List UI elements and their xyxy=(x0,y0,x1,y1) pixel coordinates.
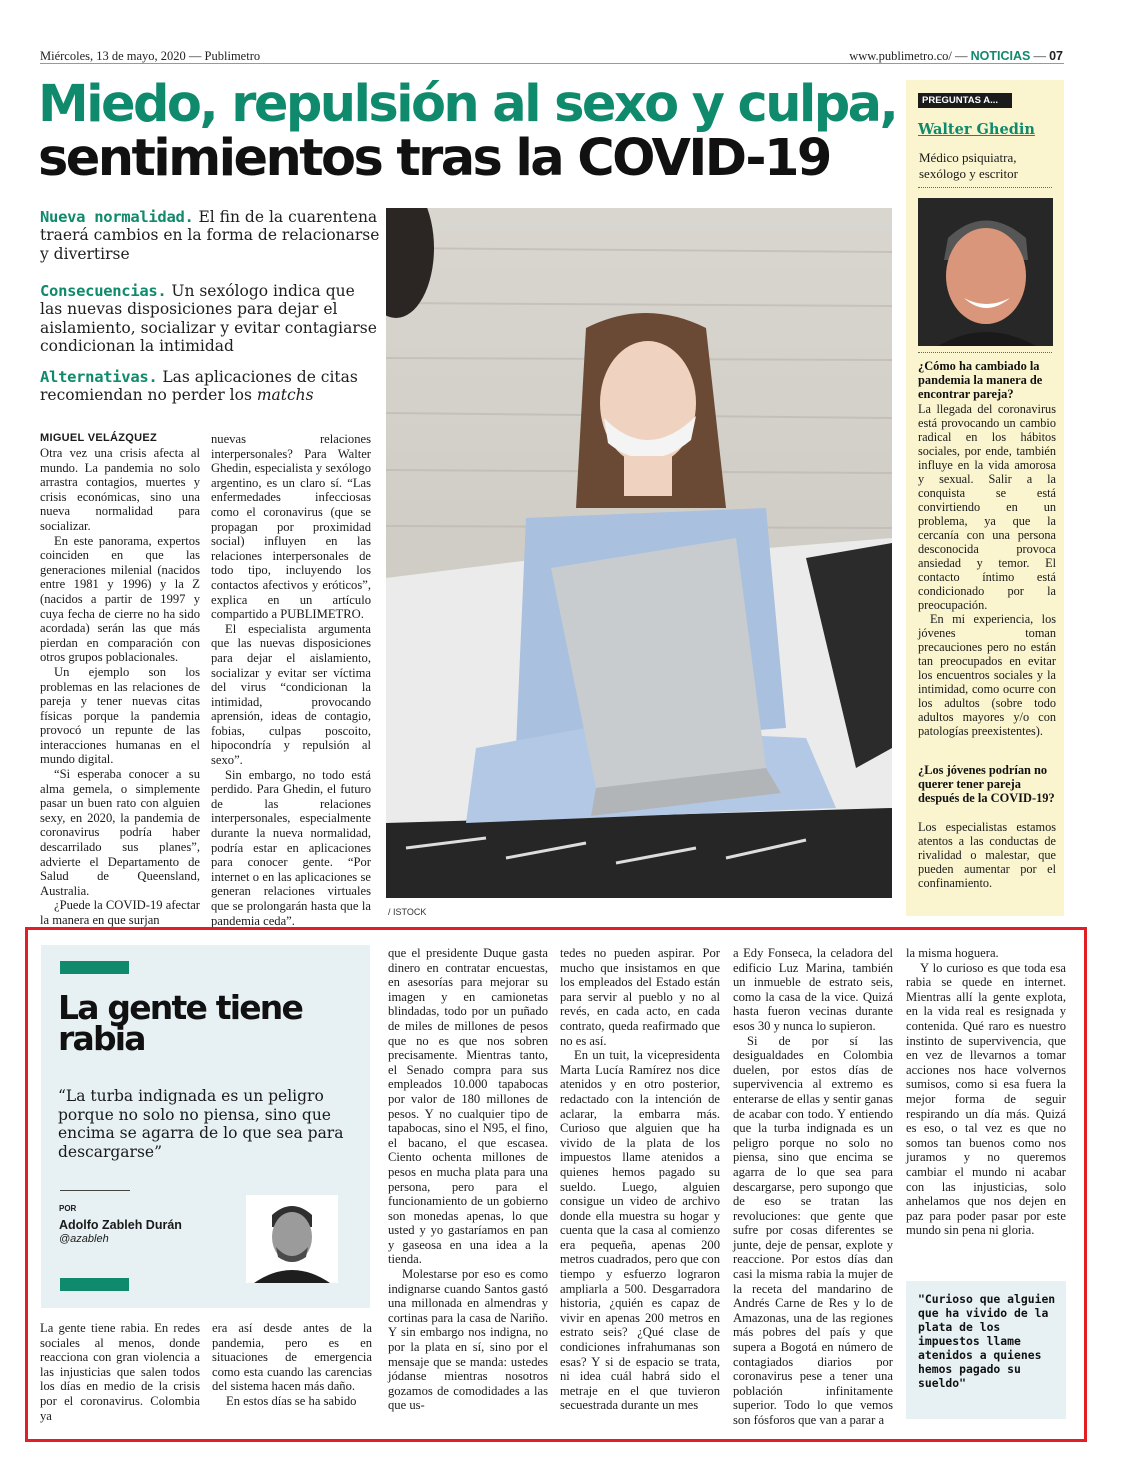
byline: MIGUEL VELÁZQUEZ xyxy=(40,432,158,444)
sidebar-tag: PREGUNTAS A... xyxy=(918,93,1012,108)
header-rule xyxy=(40,63,1064,64)
author-portrait-illustration xyxy=(246,1195,338,1283)
lead-text: El fin de la cuarentena traerá cambios en la forma de relacionarse y divertirse xyxy=(40,208,380,263)
article-column-1 xyxy=(40,446,200,928)
paragraph: En un tuit, la vicepresidenta Marta Lucía Ramírez nos dice atenidos y en otro posterior, redactado con la intención de aclarar, la embarra más. Curioso que alguien que ha vivido de la plata de los impuestos llame atenidos a quienes hemos pagado su sueldo. Luego, alguien consigue un video de archivo donde ella muestra su hogar y cuenta que la casa al comienzo era pequeña, apenas 200 metros cuadrados, pero que con tiempo y esfuerzo lograron ampliarla a 500. Desgarradora historia, ¿quién es capaz de vivir en apenas 200 metros en estrato seis? ¿Qué clase de condiciones infrahumanas son esas? Y si de espacio se trata, ni idea cuál habrá sido el metraje en el que tuvieron secuestrada durante un mes xyxy=(560,1048,720,1413)
question-1: ¿Cómo ha cambiado la pandemia la manera de encontrar pareja? xyxy=(918,359,1043,401)
lead-2 xyxy=(40,282,380,355)
dotted-divider xyxy=(918,187,1052,188)
paragraph: En este panorama, expertos coinciden en que las generaciones milenial (nacidos entre 1981 y 1996) y la Z (nacidos a partir de 1997 y cuya fecha de cierre no ha sido acordada) serán las que más pierdan en comparación con otros grupos poblacionales. xyxy=(40,533,200,665)
opinion-column-4 xyxy=(560,946,720,1413)
paragraph: Si de por sí las desigualdades en Colombia duelen, por estos días de supervivencia al extremo es enterarse de ellas y sentir ganas de acabar con todo. Y entiendo que la turba indignada es un peligro porque no solo no piensa, sino que encima se agarra de lo que sea para descargarse, pero supongo que de eso se tratan las revoluciones: que gente que sufre por cosas diferentes se junte, deje de pensar, explote y reaccione. Por estos días dan casi la misma rabia la mujer de la receta del mandarino de Andrés Carne de Res y lo de Amazonas, una de las regiones más pobres del país y que supera a Bogotá en número de contagiados diarios por coronavirus pese a tener una población infinitamente superior. Todo lo que vemos son fósforos que van a parar a xyxy=(733,1033,893,1427)
woman-laptop-illustration xyxy=(386,208,892,898)
portrait-illustration xyxy=(918,198,1053,346)
pull-quote: "Curioso que alguien que ha vivido de la plata de los impuestos llame atenidos a quienes hemos pagado su sueldo" xyxy=(918,1292,1056,1390)
interviewee-portrait xyxy=(918,198,1053,346)
paragraph: Otra vez una crisis afecta al mundo. La pandemia no solo arrastra contagios, muertes y crisis económicas, sino una nueva normalidad para socializar. xyxy=(40,446,200,533)
interviewee-name[interactable]: Walter Ghedin xyxy=(918,121,1035,138)
lead-3 xyxy=(40,368,380,405)
lead-keyword: Nueva normalidad. xyxy=(40,208,194,226)
lead-keyword: Consecuencias. xyxy=(40,282,167,300)
headline-line-1: Miedo, repulsión al sexo y culpa, xyxy=(38,75,897,134)
section-header xyxy=(849,49,1063,64)
lead-1 xyxy=(40,208,380,263)
author-name: Adolfo Zableh Durán xyxy=(59,1218,182,1232)
author-label: POR xyxy=(59,1204,77,1213)
lead-italic: matchs xyxy=(256,386,314,405)
answer-2: Los especialistas estamos atentos a las conductas de rivalidad o malestar, que pueden aumentar por el confinamiento. xyxy=(918,820,1056,890)
paragraph: Y lo curioso es que toda esa rabia se quede en internet. Mientras allí la gente explota, en la vida real es resignada y contenida. Qué raro es nuestro instinto de supervivencia, que en vez de llevarnos a tomar acciones nos hace volvernos sumisos, como si esa fuera la mejor forma de seguir respirando un día más. Quizá es eso, o tal vez es que no somos tan buenos como nos juramos y no queremos cambiar el mundo ni acabar con las injusticias, solo anhelamos que nos dejen en paz para poder pasar por este mundo sin pena ni gloria. xyxy=(906,960,1066,1238)
paragraph: tedes no pueden aspirar. Por mucho que insistamos en que los empleados del Estado están para servir al pueblo y no al revés, en cada acto, en cada contrato, queda reafirmado que no es así. xyxy=(560,946,720,1048)
paragraph: la misma hoguera. xyxy=(906,946,999,960)
edition-date: Miércoles, 13 de mayo, 2020 — Publimetro xyxy=(40,49,261,63)
opinion-column-6 xyxy=(906,946,1066,1238)
paragraph: La gente tiene rabia. En redes sociales al menos, donde reacciona con gran violencia a las injusticias que salen todos los días en medio de la crisis por el coronavirus. Colombia ya xyxy=(40,1321,200,1423)
opinion-column-a xyxy=(40,1321,200,1423)
header-dash: — xyxy=(1033,49,1046,63)
section-name: NOTICIAS xyxy=(970,49,1031,63)
accent-bar xyxy=(60,961,129,974)
answer-1 xyxy=(918,402,1056,738)
paragraph: era así desde antes de la pandemia, pero es en situaciones de emergencia como esta cuando las carencias del sistema hacen más daño. xyxy=(212,1321,372,1394)
dotted-divider xyxy=(918,352,1052,353)
paragraph: ¿Puede la COVID-19 afectar la manera en que surjan xyxy=(40,898,200,927)
paragraph: Sin embargo, no todo está perdido. Para Ghedin, el futuro de las relaciones interpersonales, especialmente durante la nueva normalidad, podría estar en aplicaciones para conocer gente. “Por internet o en las aplicaciones se generan relaciones virtuales que se prolongarán hasta que la pandemia ceda”. xyxy=(211,767,371,928)
avatar xyxy=(246,1195,338,1283)
paragraph: En mi experiencia, los jóvenes toman precauciones pero no están tan preocupados en evitar los encuentros sociales y la intimidad, como ocurre con los adultos (sobre todo adultos mayores y/o con patologías preexistentes). xyxy=(918,612,1056,738)
lead-text: Las aplicaciones de citas recomiendan no perder los xyxy=(40,368,358,405)
opinion-column-3 xyxy=(388,946,548,1413)
paragraph: El especialista argumenta que las nuevas disposiciones para dejar el aislamiento, socializar y evitar ser víctima del virus “condicionan la intimidad, provocando aprensión, ideas de contagio, fobias, culpas poscoito, hipocondría y repulsión al sexo”. xyxy=(211,621,371,768)
opinion-title: La gente tiene rabia xyxy=(58,988,303,1058)
paragraph: nuevas relaciones interpersonales? Para Walter Ghedin, especialista y sexólogo argentino, es un claro sí. “Las enfermedades infecciosas como el coronavirus (que se propagan por proximidad social) influyen en las relaciones interpersonales de todo tipo, incluyendo los contactos afectivos y eróticos”, explica en un artículo compartido a PUBLIMETRO. xyxy=(211,432,371,622)
question-2: ¿Los jóvenes podrían no querer tener pareja después de la COVID-19? xyxy=(918,763,1055,805)
article-column-2 xyxy=(211,432,371,928)
paragraph: Un ejemplo son los problemas en las relaciones de pareja y tener nuevas citas físicas porque la pandemia provocó un repunte de las interacciones humanas en el mundo digital. xyxy=(40,664,200,767)
author-handle[interactable]: @azableh xyxy=(59,1233,109,1245)
interviewee-role: Médico psiquiatra, sexólogo y escritor xyxy=(919,150,1018,181)
author-rule xyxy=(60,1190,130,1191)
lead-text: Un sexólogo indica que las nuevas disposiciones para dejar el aislamiento, socializar y evitar contagiarse condicionan la intimidad xyxy=(40,282,377,355)
article-photo xyxy=(386,208,892,898)
site-url[interactable]: www.publimetro.co/ — xyxy=(849,49,968,63)
opinion-quote: “La turba indignada es un peligro porque no solo no piensa, sino que encima se agarra de lo que sea para descargarse” xyxy=(58,1087,344,1161)
accent-bar xyxy=(60,1278,129,1291)
page-number: 07 xyxy=(1049,49,1063,63)
paragraph: a Edy Fonseca, la celadora del edificio Luz Marina, también un inmueble de estrato seis, como la casa de la vice. Quizá hasta fueron vecinas durante esos 30 y nunca lo supieron. xyxy=(733,946,893,1033)
paragraph: En estos días se ha sabido xyxy=(226,1393,357,1408)
photo-credit: / ISTOCK xyxy=(388,907,427,917)
opinion-column-b xyxy=(212,1321,372,1409)
paragraph: Molestarse por eso es como indignarse cuando Santos gastó una millonada en almendras y cortinas para la casa de Nariño. Y sin embargo nos indigna, no por la plata en sí, sino por el mensaje que se manda: ustedes jódanse mientras nosotros gozamos de comodidades a las que us- xyxy=(388,1267,548,1413)
paragraph: que el presidente Duque gasta dinero en contratar encuestas, en asesorías para mejorar su imagen y en camionetas blindadas, todo por un puñado de miles de millones de pesos que no es que nos sobren precisamente. Mientras tanto, el Senado compra para sus empleados 10.000 tapabocas por valor de 180 millones de pesos. Y no cualquier tipo de tapabocas, sino el N95, el fino, el bacano, el que escasea. Ciento ochenta millones de pesos en mucha plata para una persona, pero para el funcionamiento de un gobierno son monedas apenas, lo que usted y yo gastaríamos en pan y gaseosa en una idea a la tienda. xyxy=(388,946,548,1267)
opinion-column-5 xyxy=(733,946,893,1428)
lead-keyword: Alternativas. xyxy=(40,368,158,386)
paragraph: La llegada del coronavirus está provocando un cambio radical en los hábitos sociales, por ende, también influye en la vida amorosa y sexual. Salir a la conquista se está convirtiendo en un problema, ya que la cercanía con una persona desconocida provoca ansiedad y temor. El contacto íntimo está condicionado por la preocupación. xyxy=(918,402,1056,612)
paragraph: “Si esperaba conocer a su alma gemela, o simplemente pasar un buen rato con alguien sexy, en 2020, la pandemia de coronavirus podría haber descarrilado sus planes”, advierte el Departamento de Salud de Queensland, Australia. xyxy=(40,767,200,898)
headline-line-2: sentimientos tras la COVID-19 xyxy=(38,129,830,188)
